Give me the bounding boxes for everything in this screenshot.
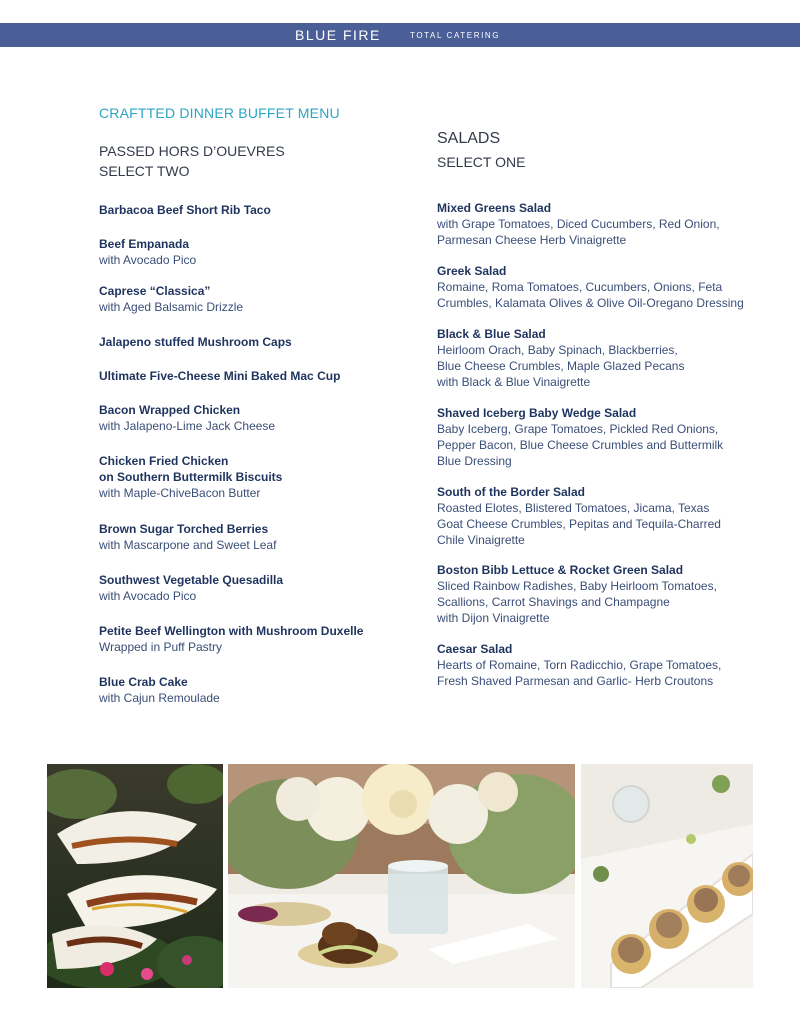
item-name: Southwest Vegetable Quesadilla (99, 573, 284, 587)
item-desc-line: Goat Cheese Crumbles, Pepitas and Tequila-Charred (437, 517, 721, 531)
item-name: Brown Sugar Torched Berries (99, 522, 269, 536)
list-item (99, 334, 292, 350)
item-name: Blue Crab Cake (99, 675, 188, 689)
list-item (99, 236, 196, 268)
item-desc-line: Heirloom Orach, Baby Spinach, Blackberries, (437, 343, 678, 357)
item-desc-line: Sliced Rainbow Radishes, Baby Heirloom Tomatoes, (437, 579, 717, 593)
list-item (99, 521, 276, 553)
list-item (99, 572, 283, 604)
hors-select: SELECT TWO (99, 163, 190, 179)
brand-logo-text: BLUE FIRE (295, 27, 381, 43)
item-desc: with Maple-ChiveBacon Butter (99, 486, 261, 500)
item-name: Caesar Salad (437, 642, 513, 656)
item-desc: with Avocado Pico (99, 589, 197, 603)
item-desc-line: with Grape Tomatoes, Diced Cucumbers, Red Onion, (437, 217, 720, 231)
item-desc: with Avocado Pico (99, 253, 197, 267)
item-name: Boston Bibb Lettuce & Rocket Green Salad (437, 563, 684, 577)
list-item (437, 263, 744, 311)
list-item (437, 641, 721, 689)
list-item (437, 200, 720, 248)
list-item (437, 562, 717, 626)
item-desc: with Aged Balsamic Drizzle (99, 300, 244, 314)
item-desc-line: Romaine, Roma Tomatoes, Cucumbers, Onions, Feta (437, 280, 723, 294)
item-desc-line: Hearts of Romaine, Torn Radicchio, Grape Tomatoes, (437, 658, 722, 672)
list-item (437, 405, 723, 469)
item-desc-line: Fresh Shaved Parmesan and Garlic- Herb Croutons (437, 674, 714, 688)
salads-heading: SALADS (437, 130, 501, 147)
salads-select: SELECT ONE (437, 154, 526, 170)
bao-buns-photo (47, 764, 223, 988)
item-desc-line: Pepper Bacon, Blue Cheese Crumbles and Buttermilk (437, 438, 724, 452)
item-desc: with Jalapeno-Lime Jack Cheese (99, 419, 276, 433)
item-desc-line: Scallions, Carrot Shavings and Champagne (437, 595, 670, 609)
list-item (99, 368, 340, 384)
item-desc-line: Roasted Elotes, Blistered Tomatoes, Jicama, Texas (437, 501, 710, 515)
item-name: Barbacoa Beef Short Rib Taco (99, 203, 271, 217)
item-name: Chicken Fried Chicken (99, 454, 229, 468)
item-name: South of the Border Salad (437, 485, 586, 499)
item-name: Beef Empanada (99, 237, 190, 251)
item-desc-line: Crumbles, Kalamata Olives & Olive Oil-Oregano Dressing (437, 296, 744, 310)
item-name-line2: on Southern Buttermilk Biscuits (99, 470, 283, 484)
hors-heading: PASSED HORS D’OUEVRES (99, 143, 285, 159)
item-desc-line: Blue Dressing (437, 454, 512, 468)
item-desc: with Mascarpone and Sweet Leaf (99, 538, 277, 552)
item-name: Caprese “Classica” (99, 284, 211, 298)
item-desc-line: Parmesan Cheese Herb Vinaigrette (437, 233, 627, 247)
item-name: Petite Beef Wellington with Mushroom Duxelle (99, 624, 364, 638)
floral-centerpiece-tostada-photo (228, 764, 575, 988)
list-item (99, 453, 282, 501)
list-item (437, 484, 721, 548)
list-item (99, 623, 363, 655)
list-item (99, 283, 243, 315)
list-item (99, 202, 271, 218)
header-bar (0, 23, 800, 47)
item-name: Shaved Iceberg Baby Wedge Salad (437, 406, 637, 420)
item-desc-line: Chile Vinaigrette (437, 533, 525, 547)
item-desc-line: with Black & Blue Vinaigrette (437, 375, 591, 389)
item-name: Jalapeno stuffed Mushroom Caps (99, 335, 292, 349)
item-desc-line: Blue Cheese Crumbles, Maple Glazed Pecans (437, 359, 685, 373)
mini-tacos-platter-photo (581, 764, 753, 988)
item-desc-line: Baby Iceberg, Grape Tomatoes, Pickled Red Onions, (437, 422, 719, 436)
item-name: Greek Salad (437, 264, 507, 278)
item-name: Mixed Greens Salad (437, 201, 552, 215)
menu-title: CRAFTTED DINNER BUFFET MENU (99, 105, 340, 121)
brand-tagline: TOTAL CATERING (410, 31, 501, 40)
item-desc: with Cajun Remoulade (99, 691, 220, 705)
item-name: Ultimate Five-Cheese Mini Baked Mac Cup (99, 369, 341, 383)
list-item (99, 402, 275, 434)
item-desc-line: with Dijon Vinaigrette (437, 611, 550, 625)
list-item (437, 326, 684, 390)
item-name: Bacon Wrapped Chicken (99, 403, 241, 417)
list-item (99, 674, 220, 706)
item-desc: Wrapped in Puff Pastry (99, 640, 222, 654)
item-name: Black & Blue Salad (437, 327, 546, 341)
